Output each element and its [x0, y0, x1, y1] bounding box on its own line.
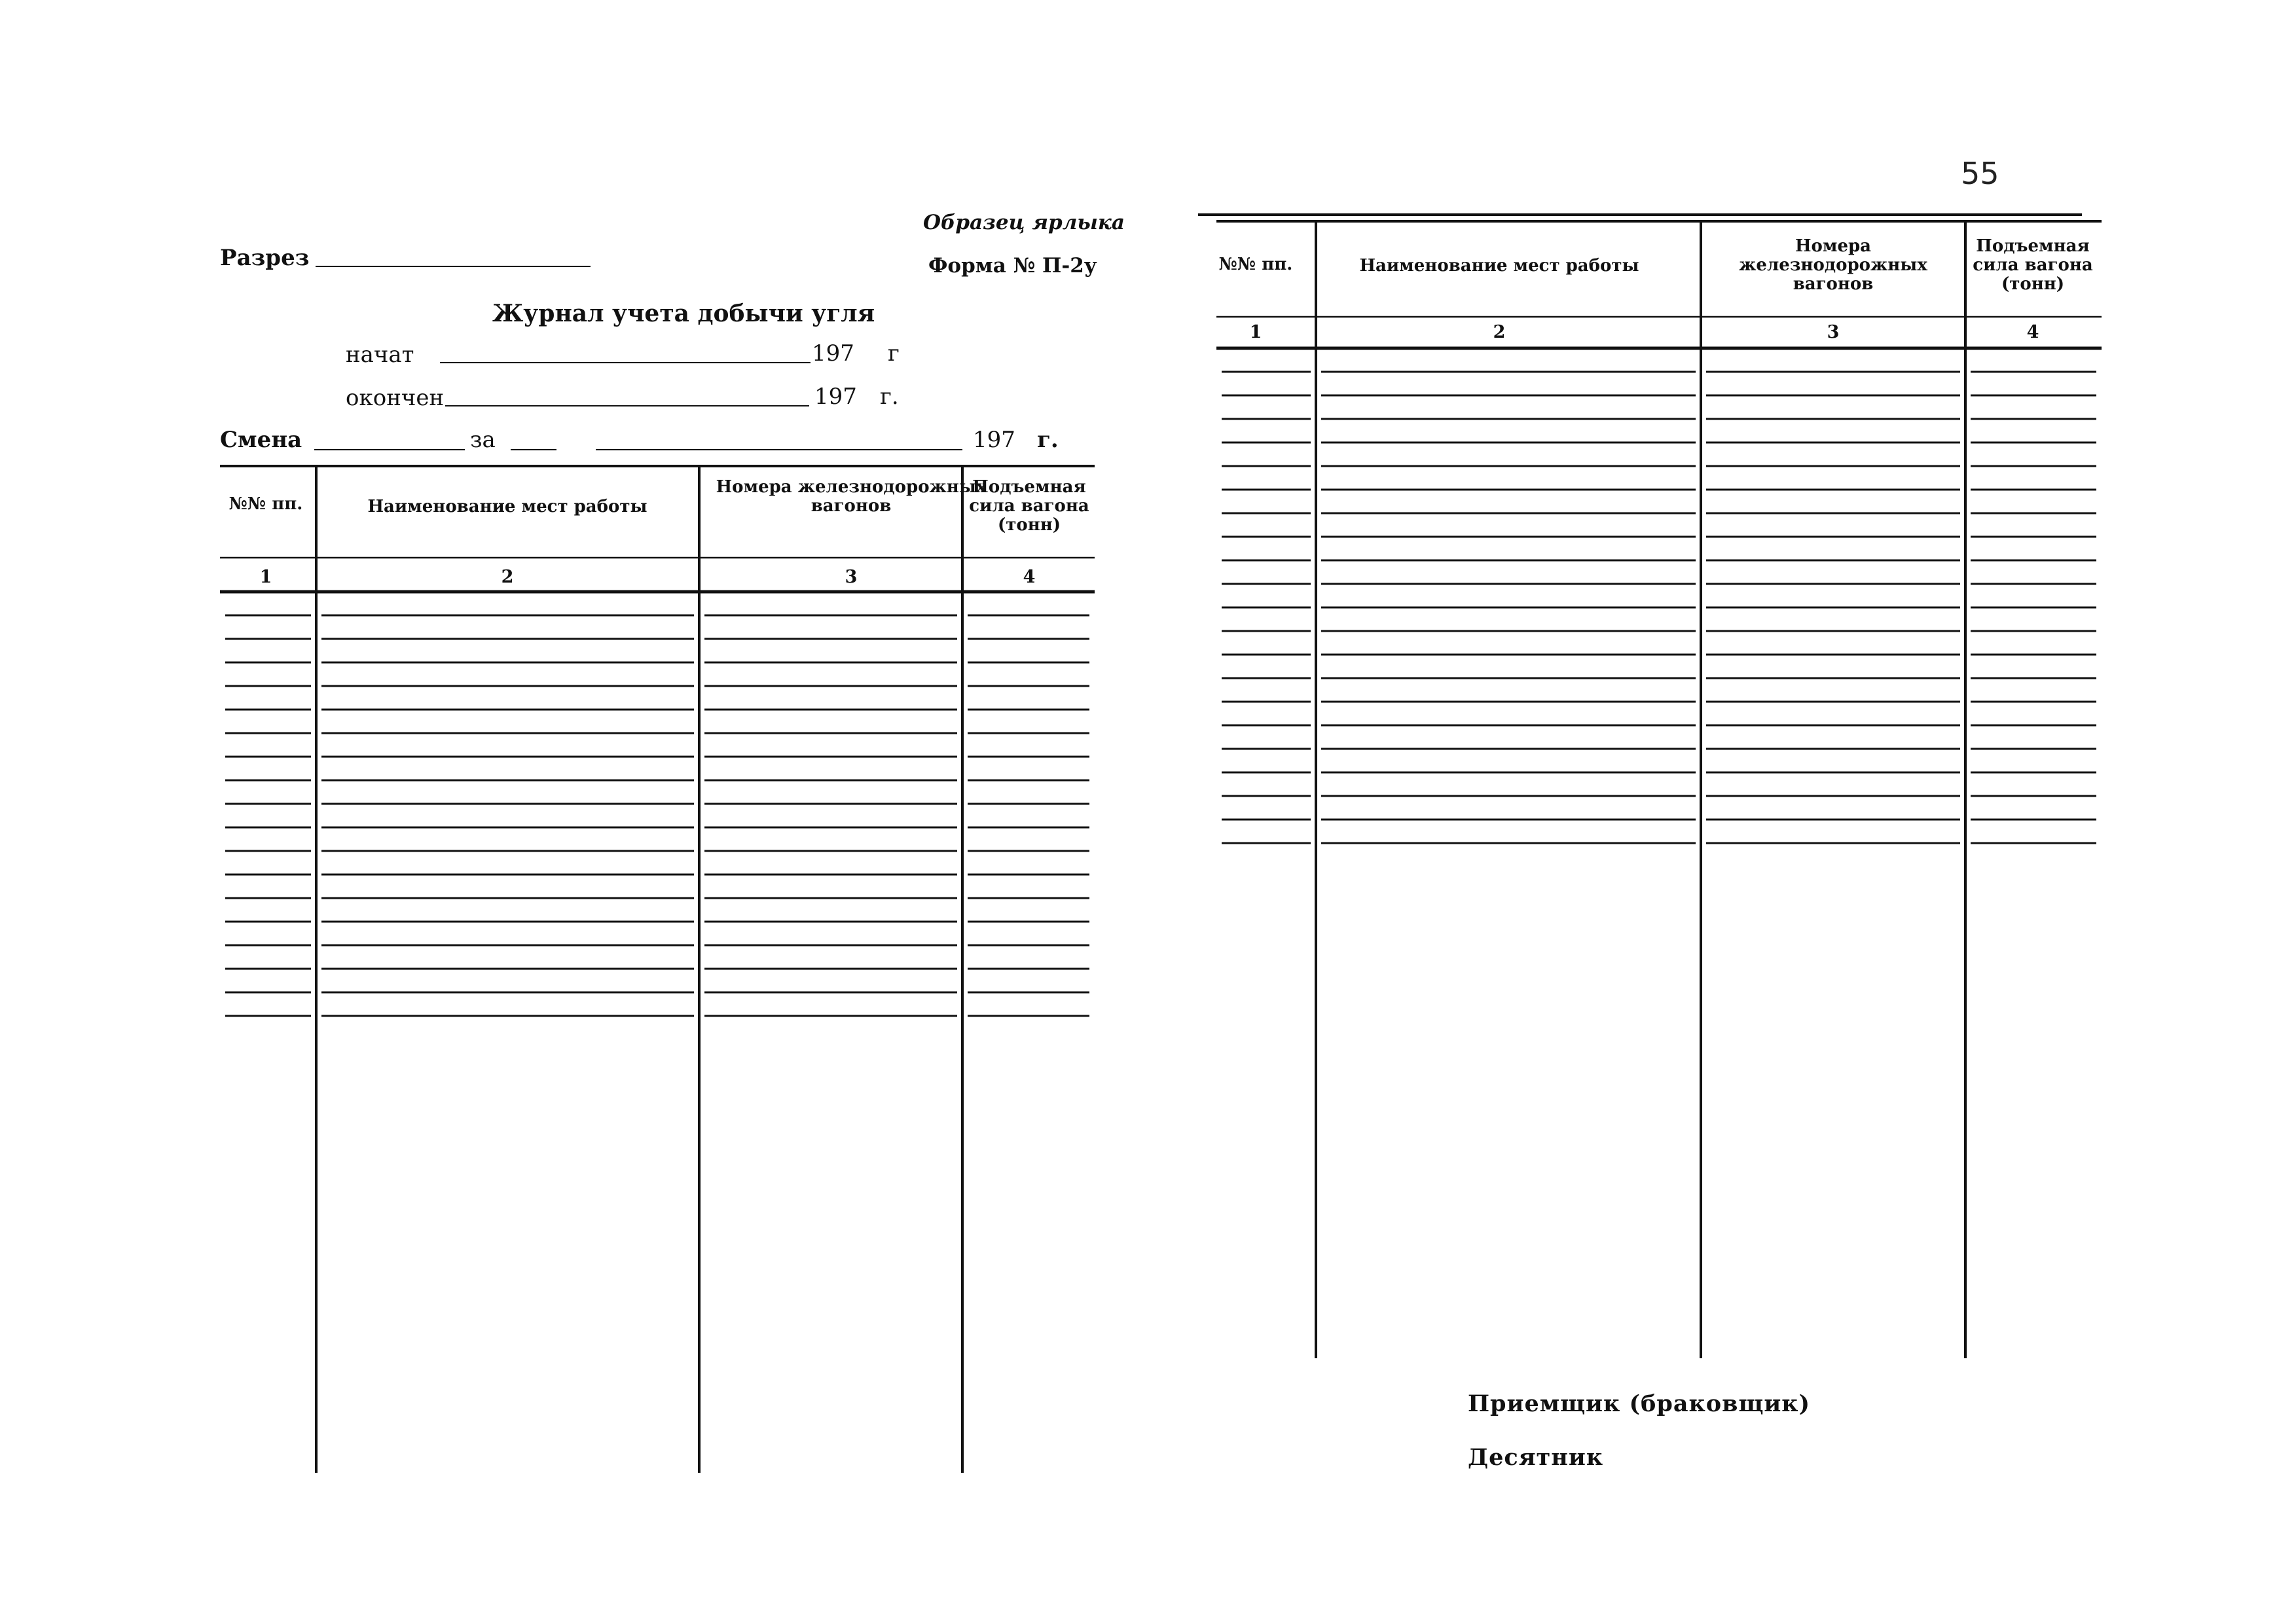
right-colnum-1: 1	[1249, 322, 1262, 342]
page-number: 55	[1961, 156, 1999, 191]
left-header-number: №№ пп.	[228, 494, 303, 514]
right-header-number: №№ пп.	[1218, 255, 1293, 274]
left-colnum-1: 1	[259, 567, 272, 587]
finished-year: 197	[814, 384, 857, 410]
foreman-signature-label: Десятник	[1468, 1444, 1604, 1471]
left-colnum-3: 3	[845, 567, 858, 587]
left-colnum-4: 4	[1023, 567, 1036, 587]
shift-label: Смена	[220, 427, 302, 453]
sample-label: Образец ярлыка	[923, 211, 1125, 234]
started-year-suffix: г	[888, 340, 900, 367]
left-colnum-2: 2	[501, 567, 514, 587]
left-header-workplace: Наименование мест работы	[367, 497, 647, 516]
finished-label: окончен	[346, 385, 445, 411]
journal-title: Журнал учета добычи угля	[492, 300, 875, 327]
right-colnum-4: 4	[2026, 322, 2039, 342]
form-number: Форма № П-2у	[928, 254, 1097, 278]
finished-year-suffix: г.	[880, 384, 899, 410]
shift-year-suffix: г.	[1037, 427, 1059, 453]
right-header-capacity: Подъемная сила вагона (тонн)	[1973, 236, 2093, 294]
started-label: начат	[346, 342, 414, 368]
started-year: 197	[812, 340, 854, 367]
left-header-capacity: Подъемная сила вагона (тонн)	[969, 477, 1089, 535]
for-label: за	[470, 427, 496, 453]
section-label: Разрез	[220, 245, 310, 271]
right-colnum-3: 3	[1827, 322, 1840, 342]
shift-year: 197	[973, 427, 1015, 453]
right-header-workplace: Наименование мест работы	[1359, 256, 1639, 276]
right-header-wagon-numbers: Номера железнодорожных вагонов	[1739, 236, 1927, 294]
left-header-wagon-numbers: Номера железнодорожных вагонов	[716, 477, 987, 516]
right-colnum-2: 2	[1493, 322, 1506, 342]
receiver-signature-label: Приемщик (браковщик)	[1468, 1390, 1811, 1417]
